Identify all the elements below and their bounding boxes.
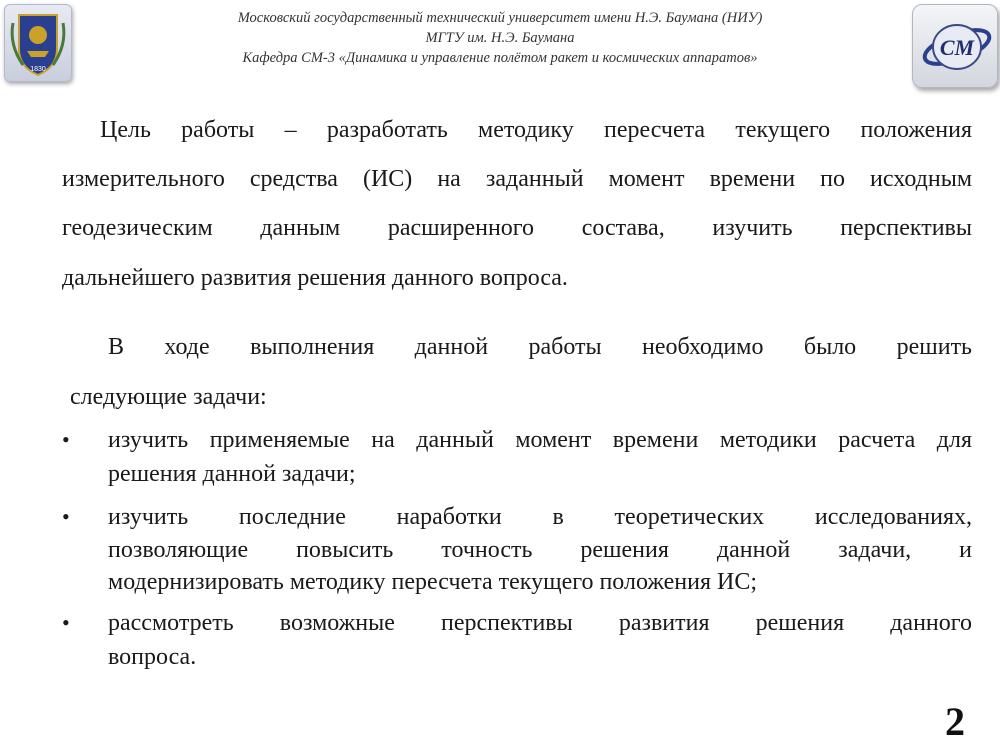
university-name: Московский государственный технический университет имени Н.Э. Баумана (НИУ): [237, 10, 763, 26]
goal-line-1: Цель работы – разработать методику пересчета текущего положения: [100, 117, 972, 143]
department-name: Кафедра СМ-3 «Динамика и управление полётом ракет и космических аппаратов»: [242, 50, 758, 66]
bullet-1: •: [62, 427, 70, 452]
goal-line-2: измерительного средства (ИС) на заданный момент времени по исходным: [62, 166, 972, 192]
task-2-line-2: позволяющие повысить точность решения данной задачи, и: [108, 537, 972, 563]
university-emblem-logo: [4, 4, 72, 82]
tasks-intro-line-1: В ходе выполнения данной работы необходимо было решить: [108, 334, 972, 360]
tasks-intro-line-2: следующие задачи:: [70, 384, 267, 410]
task-1-line-2: решения данной задачи;: [108, 461, 356, 487]
task-3-line-1: рассмотреть возможные перспективы развития решения данного: [108, 610, 972, 636]
task-2-line-1: изучить последние наработки в теоретических исследованиях,: [108, 504, 972, 530]
bullet-3: •: [62, 610, 70, 635]
task-1-line-1: изучить применяемые на данный момент времени методики расчета для: [108, 427, 972, 453]
slide-number: 2: [945, 699, 965, 744]
task-3-line-2: вопроса.: [108, 644, 197, 670]
slide-header: [0, 0, 1000, 90]
task-2-line-3: модернизировать методику пересчета текущего положения ИС;: [108, 569, 758, 595]
goal-line-3: геодезическим данным расширенного состава, изучить перспективы: [62, 215, 972, 241]
bullet-2: •: [62, 504, 70, 529]
university-title-block: [180, 8, 820, 68]
department-logo: [912, 4, 998, 88]
goal-line-4: дальнейшего развития решения данного вопроса.: [62, 265, 568, 291]
university-short-name: МГТУ им. Н.Э. Баумана: [425, 30, 575, 46]
department-logo-text: СМ: [939, 35, 975, 60]
emblem-icon: [5, 5, 71, 81]
department-logo-icon: [913, 5, 997, 87]
emblem-year: 1830: [30, 66, 46, 73]
